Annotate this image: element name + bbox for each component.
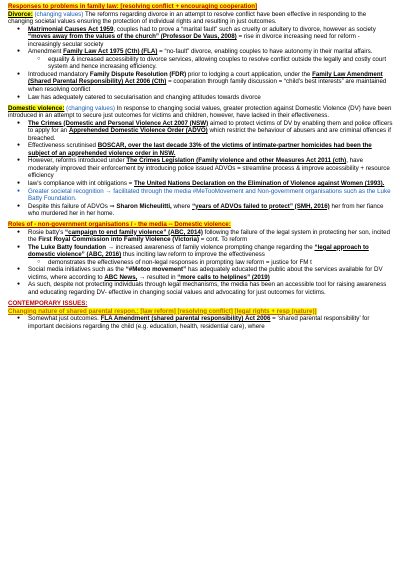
section-contemporary-issues xyxy=(8,300,393,330)
section-subheading: Changing nature of shared parental respon.: [law reform] [resolving conflict] [legal rights + resp (nature)] xyxy=(8,307,317,315)
list-item: ● Effectiveness scrutinised BOSCAR, over the last decade 33% of the victims of intimate-partner homicides had been the subject of an apprehended violence order in NSW. xyxy=(8,142,393,157)
list-item: ● The Crimes (Domestic and Personal Violence Act 2007 (NSW) aimed to protect victims of DV by enabling them and police officers to apply for an Apprehended Domestic Violence Order (ADVO) which restrict the behaviour of abusers and are criminal offences if breached. xyxy=(8,120,393,143)
list-item: ● Despite this failure of ADVOs ⇒ Sharon Micheulitti, where “years of ADVOs failed to protect” (SMH, 2016) her from her fiance who murdered her in her home. xyxy=(8,203,393,218)
section-heading: Responses to problems in family law: [resolving conflict + encouraging cooperation] xyxy=(8,3,258,10)
roles-list xyxy=(8,229,393,297)
list-item: ● Matrimonial Causes Act 1959, couples had to prove a “marital fault” such as cruelty or adultery to divorce, however as society “moves away from the values of the church” (Professor De Vaus, 2008) = rise in divorce increasing need for reform - increasingly secular society xyxy=(8,26,393,49)
section-family-law-responses xyxy=(8,3,393,101)
section-heading: CONTEMPORARY ISSUES: xyxy=(8,299,88,307)
list-item: ● Rosie batty’s “campaign to end family violence” (ABC, 2014) following the failure of the legal system in protecting her son, incited the First Royal Commission into Family Violence (Victoria) = cont. To reform xyxy=(8,229,393,244)
list-item: ○ demonstrates the effectiveness of non-legal responses in prompting law reform = justice for FM t xyxy=(8,259,393,267)
sub-list xyxy=(8,56,393,71)
contemporary-list xyxy=(8,315,393,330)
section-domestic-violence xyxy=(8,105,393,218)
list-item: ● However, reforms introduced under The Crimes Legislation (Family violence and other Measures Act 2011 (cth), have moderately improved their enforcement by introducing police issued ADVOs = streamline process & improve accessibility + resource efficiency xyxy=(8,157,393,180)
section-heading: Roles of - non-government organisations / - the media -- Domestic violence: xyxy=(8,221,231,229)
list-item: ● law’s compliance with int obligations = The United Nations Declaration on the Elimination of Violence against Women (1993). xyxy=(8,180,393,188)
dv-list xyxy=(8,120,393,218)
list-item: ● Somewhat just outcomes. FLA Amendment (shared parental responsibility) Act 2006 = ‘shared parental responsibility’ for important decisions regarding the child (e.g. education, health, residential care), where xyxy=(8,315,393,330)
section-roles-ngo-media xyxy=(8,221,393,296)
divorce-list xyxy=(8,26,393,101)
list-item: ● As such, despite not protecting individuals through legal mechanisms, the media has been an accessible tool for raising awareness and educating regarding DV- effective in changing social values and advocating for just outcomes for victims. xyxy=(8,281,393,296)
sub-list xyxy=(8,259,393,267)
list-item: ● The Luke Batty foundation → increased awareness of family violence prompting change regarding the “legal approach to domestic violence” (ABC, 2016) thus inciting law reform to improve the effectiveness ○ demonstrates the effectiveness of non-legal responses in prompting law reform = justice for FM t xyxy=(8,244,393,267)
divorce-intro: Divorce: (changing values) The reforms regarding divorce in an attempt to resolve conflict have been effective in responding to the changing societal values ensuring the protection of individual rights and resulting in just outcomes. xyxy=(8,10,367,26)
list-item: ● Introduced mandatory Family Dispute Resolution (FDR) prior to lodging a court application, under the Family Law Amendment (Shared Parental Responsibility) Act 2006 (Cth) = cooperation through family discussion = “child’s best interests” are maintained when resolving conflict xyxy=(8,71,393,94)
dv-intro: Domestic violence: (changing values) In response to changing social values, greater protection against Domestic Violence (DV) have been introduced in an attempt to secure just outcomes for victims and children, however, have lacked in their effectiveness. xyxy=(8,104,392,120)
list-item: ● Amendment Family Law Act 1975 (Cth) (FLA) = “no-fault” divorce, enabling couples to have autonomy in their marital affairs. ○ equality & increased accessibility to divorce services, allowing couples to resolve conflict outside the legally and costly court system and hence increasing efficiency. xyxy=(8,48,393,71)
list-item: ● Social media initiatives such as the “#Metoo movement” has adequately educated the public about the services available for DV victims, where according to ABC News, → resulted in “more calls to helplines” (2019) xyxy=(8,266,393,281)
list-item: ● Greater societal recognition → facilitated through the media #MeTooMovement and Non-government organisations such as the Luke Batty Foundation. xyxy=(8,188,393,203)
list-item: ● Law has adequately catered to secularisation and changing attitudes towards divorce xyxy=(8,94,393,102)
list-item: ○ equality & increased accessibility to divorce services, allowing couples to resolve conflict outside the legally and costly court system and hence increasing efficiency. xyxy=(8,56,393,71)
